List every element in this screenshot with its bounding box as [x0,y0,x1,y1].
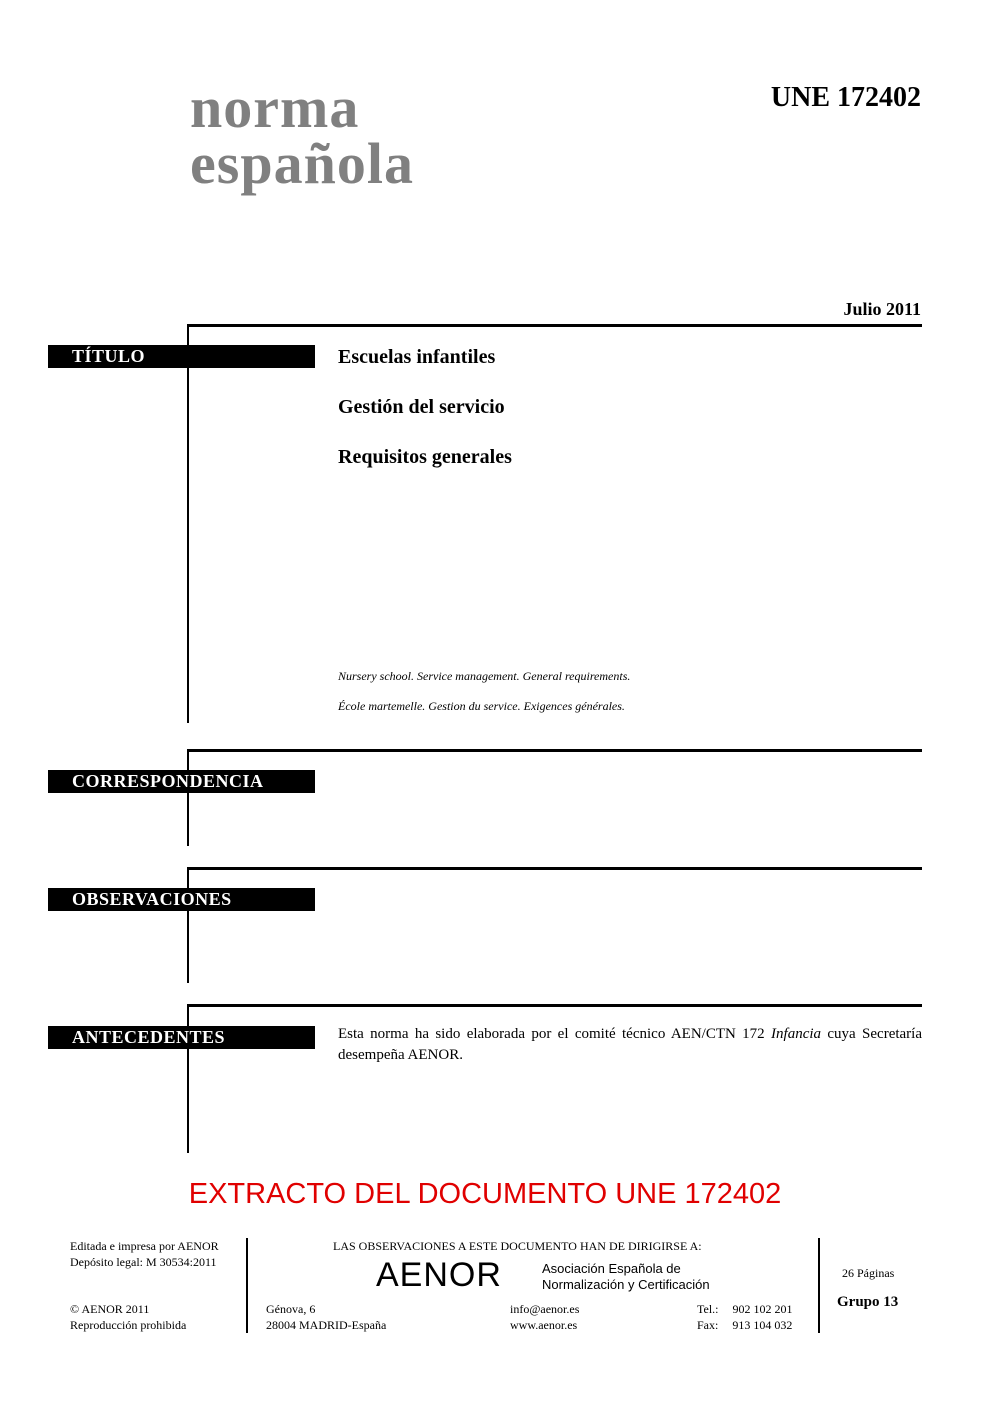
antecedentes-text-start: Esta norma ha sido elaborada por el comité técnico AEN/CTN 172 [338,1026,772,1042]
copyright: © AENOR 2011 [70,1302,150,1316]
website: www.aenor.es [510,1318,578,1332]
org-line-1: Asociación Española de [542,1261,681,1276]
fax-number: 913 104 032 [732,1318,793,1332]
footer-divider [818,1238,820,1333]
standard-code: UNE 172402 [770,82,921,113]
english-title: Nursery school. Service management. General requirements. [338,669,631,683]
brand-line-1: norma [190,75,360,140]
city: 28004 MADRID-España [266,1318,387,1332]
footer-divider [246,1238,248,1333]
antecedentes-text-end: cuya Secretaría desempeña AENOR. [338,1026,922,1063]
section-divider [187,1004,922,1007]
section-label-observaciones: OBSERVACIONES [48,888,315,911]
section-rule [187,749,189,846]
aenor-logo: AENOR [376,1256,502,1294]
footer-phone [697,1301,793,1333]
section-label-titulo: TÍTULO [48,345,315,368]
footer-copyright [70,1301,186,1333]
legal-deposit: Depósito legal: M 30534:2011 [70,1255,217,1269]
french-title: École martemelle. Gestion du service. Exigences générales. [338,699,625,713]
tel-number: 902 102 201 [732,1302,793,1316]
committee-name: Infancia [771,1026,822,1042]
publication-date: Julio 2011 [843,299,921,319]
footer-address [266,1301,386,1333]
title-line-2: Gestión del servicio [338,396,505,418]
price-group: Grupo 13 [837,1294,899,1310]
section-label-correspondencia: CORRESPONDENCIA [48,770,315,793]
extract-banner: EXTRACTO DEL DOCUMENTO UNE 172402 [188,1178,782,1210]
footer-publisher [70,1238,219,1270]
section-divider [187,324,922,327]
section-label-antecedentes: ANTECEDENTES [48,1026,315,1049]
title-line-3: Requisitos generales [338,446,512,468]
section-rule [187,324,189,723]
page-count: 26 Páginas [842,1266,895,1280]
antecedentes-text [338,1024,922,1066]
tel-label: Tel.: [697,1302,719,1316]
section-rule [187,867,189,983]
section-divider [187,867,922,870]
street: Génova, 6 [266,1302,316,1316]
org-line-2: Normalización y Certificación [542,1277,710,1292]
fax-label: Fax: [697,1318,719,1332]
edited-by: Editada e impresa por AENOR [70,1239,219,1253]
observations-header: LAS OBSERVACIONES A ESTE DOCUMENTO HAN DE DIRIGIRSE A: [333,1239,702,1253]
section-divider [187,749,922,752]
aenor-org-name [542,1261,710,1293]
footer-contact [510,1301,579,1333]
title-line-1: Escuelas infantiles [338,346,496,368]
brand-line-2: española [190,131,414,196]
email: info@aenor.es [510,1302,580,1316]
reproduction-notice: Reproducción prohibida [70,1318,187,1332]
brand-title [190,75,414,196]
